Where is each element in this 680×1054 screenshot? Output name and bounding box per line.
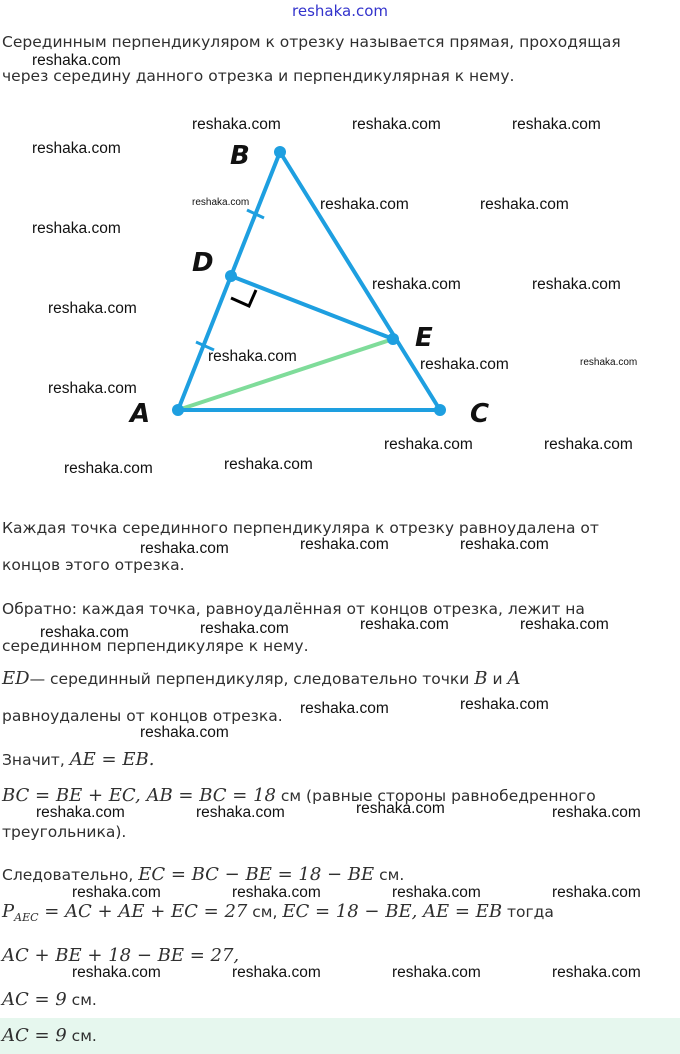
watermark: reshaka.com xyxy=(32,52,121,69)
label-e: E xyxy=(415,323,433,353)
watermark: reshaka.com xyxy=(200,620,289,637)
property-line-2: концов этого отрезка. xyxy=(2,556,185,574)
watermark: reshaka.com xyxy=(208,348,297,365)
text-ac-unit: см. xyxy=(66,991,97,1009)
point-d xyxy=(225,270,237,282)
math-sum: AC + BE + 18 − BE = 27, xyxy=(2,945,240,966)
watermark: reshaka.com xyxy=(72,884,161,901)
watermark: reshaka.com xyxy=(552,884,641,901)
watermark: reshaka.com xyxy=(460,536,549,553)
watermark: reshaka.com xyxy=(196,804,285,821)
watermark: reshaka.com xyxy=(512,116,601,133)
label-a: A xyxy=(130,399,151,429)
text-and: и xyxy=(487,670,508,688)
answer-math: AC = 9 xyxy=(2,1025,67,1046)
watermark: reshaka.com xyxy=(552,804,641,821)
watermark: reshaka.com xyxy=(352,116,441,133)
segment-de xyxy=(231,276,393,339)
text-means: Значит, xyxy=(2,751,70,769)
label-c: C xyxy=(470,399,490,429)
point-b xyxy=(274,146,286,158)
text-ec-unit: см. xyxy=(374,866,405,884)
math-b: B xyxy=(474,668,488,689)
triangle-figure xyxy=(0,0,680,500)
math-p-sub: AEC xyxy=(14,911,39,925)
math-bc: BC = BE + EC, AB = BC = 18 xyxy=(2,785,276,806)
watermark: reshaka.com xyxy=(420,356,509,373)
converse-line-2: серединном перпендикуляре к нему. xyxy=(2,637,309,655)
watermark: reshaka.com xyxy=(480,196,569,213)
watermark: reshaka.com xyxy=(36,804,125,821)
watermark: reshaka.com xyxy=(48,300,137,317)
watermark-small: reshaka.com xyxy=(580,357,638,368)
watermark: reshaka.com xyxy=(356,800,445,817)
step-means xyxy=(2,750,154,770)
watermark: reshaka.com xyxy=(300,700,389,717)
step-perimeter xyxy=(2,902,554,928)
watermark: reshaka.com xyxy=(384,436,473,453)
text-ed: — серединный перпендикуляр, следовательно точки xyxy=(29,670,475,688)
text-p-unit: см, xyxy=(247,903,283,921)
watermark: reshaka.com xyxy=(552,964,641,981)
text-bc: см (равные стороны равнобедренного xyxy=(275,787,596,805)
watermark: reshaka.com xyxy=(40,624,129,641)
math-ae-eb: AE = EB. xyxy=(69,749,155,770)
math-ec: EC = BC − BE = 18 − BE xyxy=(138,864,375,885)
watermark: reshaka.com xyxy=(300,536,389,553)
watermark: reshaka.com xyxy=(64,460,153,477)
watermark: reshaka.com xyxy=(192,116,281,133)
property-line-1: Каждая точка серединного перпендикуляра к отрезку равноудалена от xyxy=(2,519,599,537)
step-ed-line-1 xyxy=(2,669,520,689)
point-e xyxy=(387,333,399,345)
watermark: reshaka.com xyxy=(232,964,321,981)
watermark: reshaka.com xyxy=(48,380,137,397)
watermark: reshaka.com xyxy=(532,276,621,293)
site-header-link[interactable]: reshaka.com xyxy=(292,2,388,20)
answer-unit: см. xyxy=(66,1027,97,1045)
watermark: reshaka.com xyxy=(232,884,321,901)
converse-line-1: Обратно: каждая точка, равноудалённая от концов отрезка, лежит на xyxy=(2,600,585,618)
watermark: reshaka.com xyxy=(544,436,633,453)
watermark: reshaka.com xyxy=(392,964,481,981)
math-p: P xyxy=(2,901,15,922)
definition-line-2: через середину данного отрезка и перпендикулярная к нему. xyxy=(2,67,515,85)
math-p-eq: = AC + AE + EC = 27 xyxy=(38,901,248,922)
watermark: reshaka.com xyxy=(392,884,481,901)
math-p-cond: EC = 18 − BE, AE = EB xyxy=(282,901,503,922)
watermark: reshaka.com xyxy=(140,540,229,557)
answer-box xyxy=(0,1018,680,1054)
step-ec xyxy=(2,865,404,885)
step-ac xyxy=(2,990,97,1010)
watermark: reshaka.com xyxy=(32,140,121,157)
step-sum xyxy=(2,946,239,966)
answer xyxy=(2,1026,97,1046)
point-a xyxy=(172,404,184,416)
label-d: D xyxy=(192,248,214,278)
math-ac: AC = 9 xyxy=(2,989,67,1010)
label-b: B xyxy=(230,141,250,171)
point-c xyxy=(434,404,446,416)
step-ed-line-2: равноудалены от концов отрезка. xyxy=(2,707,283,725)
right-angle-mark xyxy=(231,290,256,306)
watermark: reshaka.com xyxy=(372,276,461,293)
watermark: reshaka.com xyxy=(72,964,161,981)
watermark: reshaka.com xyxy=(140,724,229,741)
watermark: reshaka.com xyxy=(320,196,409,213)
definition-line-1: Серединным перпендикуляром к отрезку называется прямая, проходящая xyxy=(2,33,621,51)
watermark: reshaka.com xyxy=(460,696,549,713)
math-ed: ED xyxy=(2,668,30,689)
watermark: reshaka.com xyxy=(520,616,609,633)
step-bc-line-2: треугольника). xyxy=(2,823,127,841)
math-a: A xyxy=(507,668,521,689)
watermark: reshaka.com xyxy=(32,220,121,237)
text-then: тогда xyxy=(502,903,554,921)
step-bc-line-1 xyxy=(2,786,596,806)
watermark: reshaka.com xyxy=(360,616,449,633)
watermark: reshaka.com xyxy=(224,456,313,473)
watermark-small: reshaka.com xyxy=(192,197,250,208)
text-therefore: Следовательно, xyxy=(2,866,139,884)
